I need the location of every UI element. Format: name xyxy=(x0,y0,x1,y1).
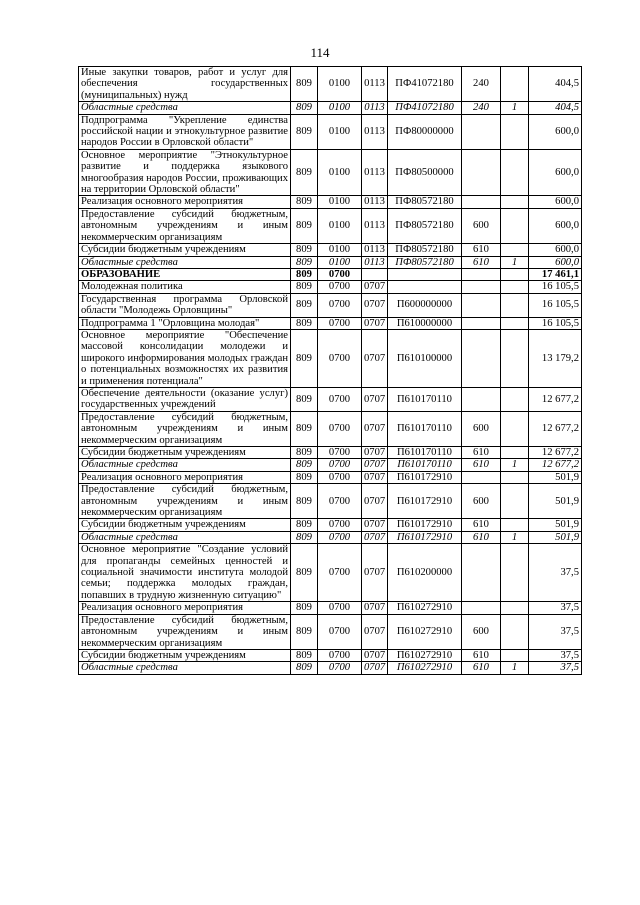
cell-amount: 404,5 xyxy=(529,67,582,102)
cell-subsection-code xyxy=(362,268,388,280)
cell-section-code: 0700 xyxy=(318,544,362,602)
cell-department-code: 809 xyxy=(291,544,318,602)
cell-expense-type: 610 xyxy=(462,459,501,471)
table-row xyxy=(79,196,582,208)
table-row xyxy=(79,447,582,459)
table-row xyxy=(79,293,582,317)
cell-funding-source: 1 xyxy=(501,256,529,268)
cell-expense-type xyxy=(462,544,501,602)
cell-expense-type xyxy=(462,317,501,329)
cell-name: Субсидии бюджетным учреждениям xyxy=(79,519,291,531)
cell-subsection-code: 0707 xyxy=(362,484,388,519)
cell-department-code: 809 xyxy=(291,293,318,317)
cell-department-code: 809 xyxy=(291,317,318,329)
cell-subsection-code: 0707 xyxy=(362,602,388,614)
cell-name: Субсидии бюджетным учреждениям xyxy=(79,447,291,459)
cell-name: Предоставление субсидий бюджетным, автономным учреждениям и иным некоммерческим организациям xyxy=(79,411,291,446)
cell-department-code: 809 xyxy=(291,208,318,243)
cell-subsection-code: 0707 xyxy=(362,614,388,649)
cell-section-code: 0700 xyxy=(318,268,362,280)
cell-target-article: П610172910 xyxy=(388,471,462,483)
cell-department-code: 809 xyxy=(291,67,318,102)
cell-funding-source xyxy=(501,329,529,387)
cell-amount: 16 105,5 xyxy=(529,293,582,317)
cell-department-code: 809 xyxy=(291,531,318,543)
cell-name: Основное мероприятие "Этнокультурное развитие и поддержка языкового многообразия народов России, проживающих на территории Орловской области" xyxy=(79,149,291,196)
cell-target-article: ПФ80572180 xyxy=(388,256,462,268)
cell-funding-source: 1 xyxy=(501,459,529,471)
cell-subsection-code: 0707 xyxy=(362,649,388,661)
cell-amount: 600,0 xyxy=(529,208,582,243)
cell-expense-type: 240 xyxy=(462,67,501,102)
cell-target-article: П610272910 xyxy=(388,649,462,661)
cell-amount: 600,0 xyxy=(529,244,582,256)
cell-section-code: 0100 xyxy=(318,102,362,114)
cell-department-code: 809 xyxy=(291,662,318,674)
cell-funding-source: 1 xyxy=(501,102,529,114)
cell-amount: 600,0 xyxy=(529,114,582,149)
cell-funding-source xyxy=(501,447,529,459)
cell-amount: 16 105,5 xyxy=(529,281,582,293)
cell-subsection-code: 0113 xyxy=(362,149,388,196)
cell-subsection-code: 0707 xyxy=(362,471,388,483)
cell-expense-type xyxy=(462,387,501,411)
cell-funding-source xyxy=(501,544,529,602)
cell-section-code: 0100 xyxy=(318,149,362,196)
table-row xyxy=(79,329,582,387)
cell-name: Реализация основного мероприятия xyxy=(79,471,291,483)
cell-expense-type xyxy=(462,149,501,196)
cell-section-code: 0700 xyxy=(318,387,362,411)
cell-department-code: 809 xyxy=(291,411,318,446)
cell-section-code: 0700 xyxy=(318,459,362,471)
cell-target-article: П610172910 xyxy=(388,531,462,543)
cell-expense-type: 610 xyxy=(462,662,501,674)
cell-expense-type xyxy=(462,471,501,483)
table-row xyxy=(79,519,582,531)
cell-funding-source: 1 xyxy=(501,662,529,674)
cell-name: Предоставление субсидий бюджетным, автономным учреждениям и иным некоммерческим организациям xyxy=(79,484,291,519)
cell-name: Реализация основного мероприятия xyxy=(79,196,291,208)
cell-amount: 37,5 xyxy=(529,614,582,649)
cell-amount: 501,9 xyxy=(529,519,582,531)
cell-expense-type: 600 xyxy=(462,484,501,519)
cell-section-code: 0100 xyxy=(318,256,362,268)
cell-section-code: 0700 xyxy=(318,649,362,661)
cell-section-code: 0700 xyxy=(318,519,362,531)
cell-funding-source xyxy=(501,602,529,614)
cell-expense-type: 600 xyxy=(462,208,501,243)
cell-name: ОБРАЗОВАНИЕ xyxy=(79,268,291,280)
cell-expense-type: 600 xyxy=(462,614,501,649)
cell-subsection-code: 0707 xyxy=(362,281,388,293)
cell-subsection-code: 0707 xyxy=(362,662,388,674)
cell-expense-type xyxy=(462,114,501,149)
cell-target-article: ПФ80572180 xyxy=(388,244,462,256)
cell-name: Областные средства xyxy=(79,102,291,114)
cell-target-article: П610172910 xyxy=(388,484,462,519)
cell-expense-type xyxy=(462,293,501,317)
cell-target-article: П610272910 xyxy=(388,662,462,674)
page-number: 114 xyxy=(310,45,330,60)
cell-department-code: 809 xyxy=(291,329,318,387)
cell-amount: 37,5 xyxy=(529,662,582,674)
cell-name: Областные средства xyxy=(79,256,291,268)
cell-amount: 12 677,2 xyxy=(529,387,582,411)
cell-expense-type xyxy=(462,602,501,614)
cell-amount: 16 105,5 xyxy=(529,317,582,329)
cell-target-article: П610272910 xyxy=(388,614,462,649)
cell-target-article: П610100000 xyxy=(388,329,462,387)
cell-target-article: ПФ41072180 xyxy=(388,102,462,114)
cell-department-code: 809 xyxy=(291,447,318,459)
cell-amount: 37,5 xyxy=(529,544,582,602)
cell-section-code: 0700 xyxy=(318,602,362,614)
cell-funding-source xyxy=(501,317,529,329)
cell-target-article: ПФ80572180 xyxy=(388,196,462,208)
cell-name: Областные средства xyxy=(79,662,291,674)
cell-amount: 600,0 xyxy=(529,256,582,268)
table-row xyxy=(79,256,582,268)
cell-subsection-code: 0113 xyxy=(362,102,388,114)
table-row xyxy=(79,317,582,329)
cell-subsection-code: 0113 xyxy=(362,256,388,268)
cell-amount: 17 461,1 xyxy=(529,268,582,280)
table-row xyxy=(79,459,582,471)
cell-funding-source xyxy=(501,411,529,446)
cell-expense-type: 610 xyxy=(462,256,501,268)
table-row xyxy=(79,531,582,543)
cell-target-article: ПФ41072180 xyxy=(388,67,462,102)
cell-department-code: 809 xyxy=(291,649,318,661)
cell-funding-source xyxy=(501,519,529,531)
cell-section-code: 0100 xyxy=(318,67,362,102)
cell-funding-source xyxy=(501,614,529,649)
cell-subsection-code: 0707 xyxy=(362,387,388,411)
cell-funding-source xyxy=(501,471,529,483)
cell-target-article: П610170110 xyxy=(388,459,462,471)
cell-target-article: П610170110 xyxy=(388,447,462,459)
cell-name: Государственная программа Орловской области "Молодежь Орловщины" xyxy=(79,293,291,317)
table-row xyxy=(79,614,582,649)
cell-name: Предоставление субсидий бюджетным, автономным учреждениям и иным некоммерческим организациям xyxy=(79,208,291,243)
cell-subsection-code: 0707 xyxy=(362,329,388,387)
cell-section-code: 0700 xyxy=(318,329,362,387)
cell-name: Основное мероприятие "Обеспечение массовой консолидации молодежи и широкого информирования молодых граждан о потенциальных возможностях их развития и применения потенциала" xyxy=(79,329,291,387)
cell-department-code: 809 xyxy=(291,244,318,256)
table-row xyxy=(79,208,582,243)
cell-funding-source xyxy=(501,114,529,149)
cell-subsection-code: 0113 xyxy=(362,67,388,102)
cell-subsection-code: 0707 xyxy=(362,317,388,329)
cell-section-code: 0700 xyxy=(318,614,362,649)
cell-expense-type: 610 xyxy=(462,649,501,661)
cell-section-code: 0700 xyxy=(318,411,362,446)
cell-expense-type xyxy=(462,196,501,208)
table-row xyxy=(79,484,582,519)
cell-amount: 12 677,2 xyxy=(529,411,582,446)
cell-department-code: 809 xyxy=(291,281,318,293)
cell-amount: 37,5 xyxy=(529,602,582,614)
cell-subsection-code: 0113 xyxy=(362,114,388,149)
cell-name: Субсидии бюджетным учреждениям xyxy=(79,649,291,661)
table-row xyxy=(79,471,582,483)
cell-expense-type: 600 xyxy=(462,411,501,446)
cell-funding-source xyxy=(501,281,529,293)
table-row xyxy=(79,281,582,293)
cell-expense-type: 240 xyxy=(462,102,501,114)
cell-department-code: 809 xyxy=(291,459,318,471)
cell-subsection-code: 0707 xyxy=(362,459,388,471)
cell-target-article: ПФ80572180 xyxy=(388,208,462,243)
cell-department-code: 809 xyxy=(291,268,318,280)
cell-target-article: ПФ80500000 xyxy=(388,149,462,196)
cell-target-article: П600000000 xyxy=(388,293,462,317)
cell-name: Областные средства xyxy=(79,459,291,471)
cell-target-article: П610000000 xyxy=(388,317,462,329)
cell-section-code: 0700 xyxy=(318,662,362,674)
cell-department-code: 809 xyxy=(291,387,318,411)
cell-name: Обеспечение деятельности (оказание услуг) государственных учреждений xyxy=(79,387,291,411)
cell-department-code: 809 xyxy=(291,602,318,614)
cell-department-code: 809 xyxy=(291,149,318,196)
cell-department-code: 809 xyxy=(291,256,318,268)
cell-section-code: 0700 xyxy=(318,471,362,483)
cell-subsection-code: 0707 xyxy=(362,411,388,446)
cell-target-article: П610170110 xyxy=(388,411,462,446)
cell-subsection-code: 0707 xyxy=(362,447,388,459)
cell-department-code: 809 xyxy=(291,102,318,114)
cell-name: Предоставление субсидий бюджетным, автономным учреждениям и иным некоммерческим организациям xyxy=(79,614,291,649)
cell-funding-source xyxy=(501,387,529,411)
cell-section-code: 0700 xyxy=(318,531,362,543)
cell-expense-type: 610 xyxy=(462,447,501,459)
cell-subsection-code: 0707 xyxy=(362,544,388,602)
cell-expense-type: 610 xyxy=(462,531,501,543)
cell-amount: 600,0 xyxy=(529,196,582,208)
table-body xyxy=(79,67,582,675)
cell-subsection-code: 0113 xyxy=(362,196,388,208)
cell-name: Молодежная политика xyxy=(79,281,291,293)
cell-section-code: 0100 xyxy=(318,196,362,208)
cell-department-code: 809 xyxy=(291,471,318,483)
cell-section-code: 0100 xyxy=(318,208,362,243)
cell-amount: 501,9 xyxy=(529,484,582,519)
cell-amount: 13 179,2 xyxy=(529,329,582,387)
table-row xyxy=(79,544,582,602)
cell-amount: 501,9 xyxy=(529,531,582,543)
cell-funding-source xyxy=(501,149,529,196)
cell-target-article xyxy=(388,268,462,280)
cell-funding-source xyxy=(501,244,529,256)
cell-department-code: 809 xyxy=(291,519,318,531)
cell-target-article: П610172910 xyxy=(388,519,462,531)
cell-target-article: П610170110 xyxy=(388,387,462,411)
cell-expense-type: 610 xyxy=(462,244,501,256)
cell-name: Субсидии бюджетным учреждениям xyxy=(79,244,291,256)
cell-subsection-code: 0113 xyxy=(362,244,388,256)
cell-funding-source: 1 xyxy=(501,531,529,543)
cell-amount: 12 677,2 xyxy=(529,459,582,471)
cell-section-code: 0700 xyxy=(318,281,362,293)
cell-amount: 404,5 xyxy=(529,102,582,114)
cell-funding-source xyxy=(501,649,529,661)
cell-name: Подпрограмма 1 "Орловщина молодая" xyxy=(79,317,291,329)
cell-expense-type xyxy=(462,268,501,280)
table-row xyxy=(79,662,582,674)
budget-table xyxy=(78,66,582,675)
cell-expense-type: 610 xyxy=(462,519,501,531)
table-row xyxy=(79,649,582,661)
cell-amount: 600,0 xyxy=(529,149,582,196)
cell-subsection-code: 0707 xyxy=(362,293,388,317)
cell-department-code: 809 xyxy=(291,114,318,149)
table-row xyxy=(79,102,582,114)
cell-section-code: 0700 xyxy=(318,447,362,459)
cell-funding-source xyxy=(501,484,529,519)
cell-amount: 501,9 xyxy=(529,471,582,483)
cell-name: Иные закупки товаров, работ и услуг для обеспечения государственных (муниципальных) нужд xyxy=(79,67,291,102)
cell-expense-type xyxy=(462,281,501,293)
cell-department-code: 809 xyxy=(291,614,318,649)
cell-subsection-code: 0707 xyxy=(362,531,388,543)
cell-name: Областные средства xyxy=(79,531,291,543)
cell-section-code: 0700 xyxy=(318,484,362,519)
table-row xyxy=(79,244,582,256)
cell-funding-source xyxy=(501,268,529,280)
cell-funding-source xyxy=(501,196,529,208)
cell-funding-source xyxy=(501,67,529,102)
table-row xyxy=(79,149,582,196)
cell-amount: 12 677,2 xyxy=(529,447,582,459)
cell-funding-source xyxy=(501,208,529,243)
cell-expense-type xyxy=(462,329,501,387)
cell-name: Основное мероприятие "Создание условий для пропаганды семейных ценностей и социальной значимости института молодой семьи; поддержка молодых граждан, попавших в трудную жизненную ситуацию" xyxy=(79,544,291,602)
cell-subsection-code: 0113 xyxy=(362,208,388,243)
cell-name: Реализация основного мероприятия xyxy=(79,602,291,614)
cell-section-code: 0100 xyxy=(318,244,362,256)
cell-amount: 37,5 xyxy=(529,649,582,661)
cell-subsection-code: 0707 xyxy=(362,519,388,531)
cell-department-code: 809 xyxy=(291,484,318,519)
cell-section-code: 0700 xyxy=(318,317,362,329)
table-row xyxy=(79,387,582,411)
table-row xyxy=(79,114,582,149)
cell-funding-source xyxy=(501,293,529,317)
cell-target-article xyxy=(388,281,462,293)
table-row xyxy=(79,67,582,102)
cell-department-code: 809 xyxy=(291,196,318,208)
cell-section-code: 0700 xyxy=(318,293,362,317)
table-row xyxy=(79,268,582,280)
cell-target-article: П610200000 xyxy=(388,544,462,602)
cell-target-article: ПФ80000000 xyxy=(388,114,462,149)
cell-target-article: П610272910 xyxy=(388,602,462,614)
table-row xyxy=(79,602,582,614)
table-row xyxy=(79,411,582,446)
cell-section-code: 0100 xyxy=(318,114,362,149)
cell-name: Подпрограмма "Укрепление единства российской нации и этнокультурное развитие народов России в Орловской области" xyxy=(79,114,291,149)
